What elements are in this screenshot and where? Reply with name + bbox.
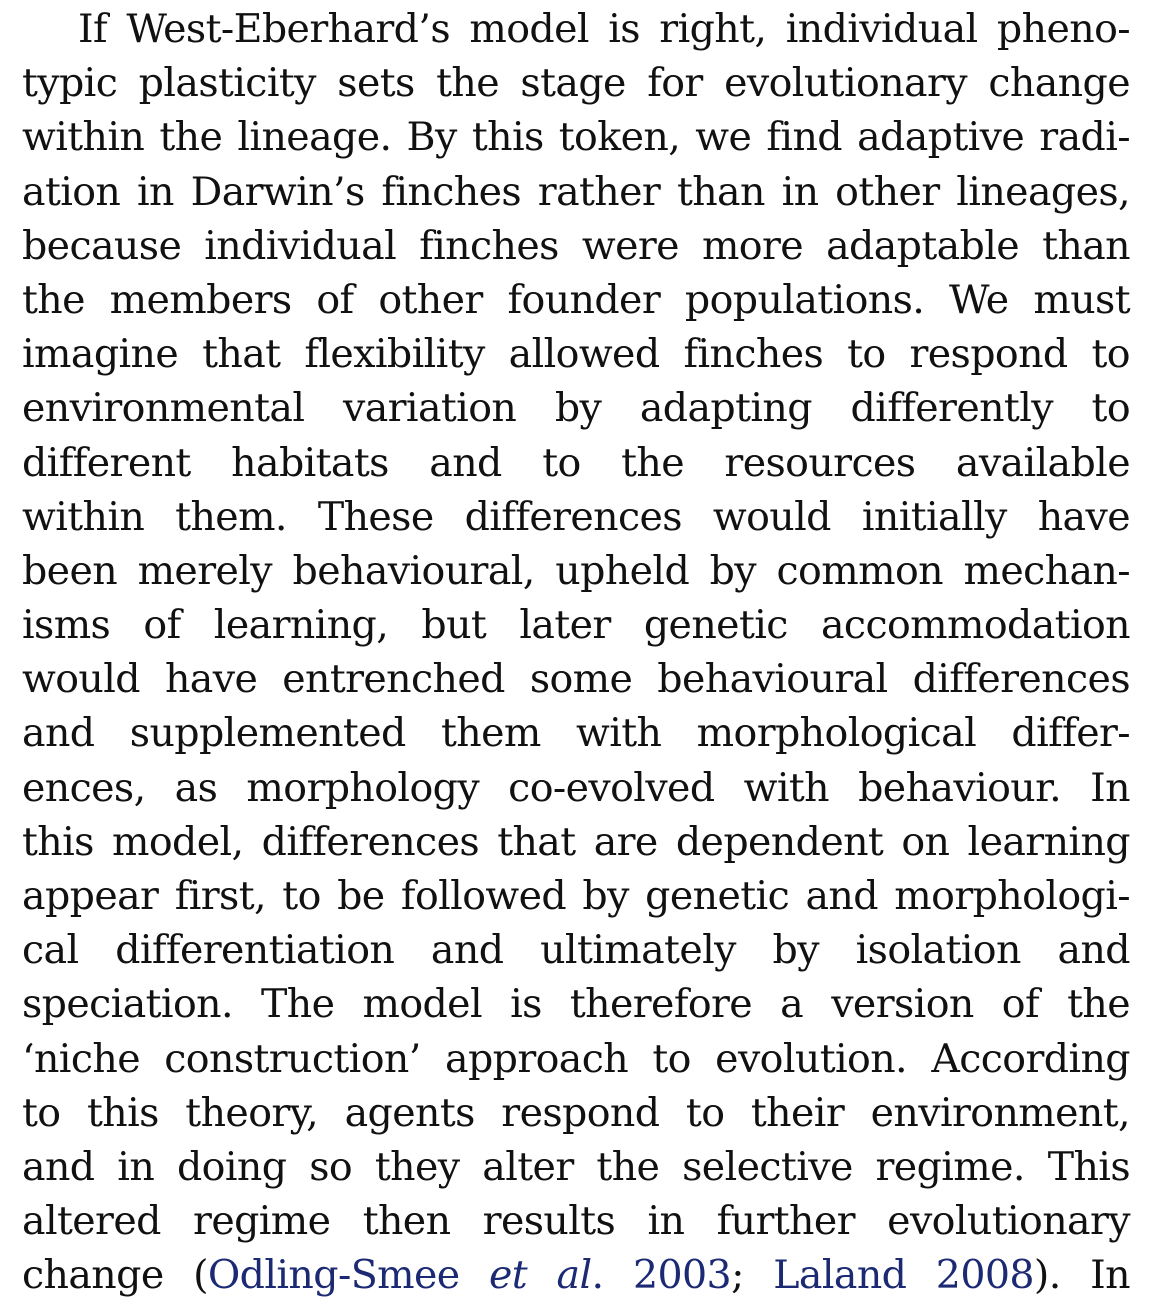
- text-line: speciation. The model is therefore a version of the: [22, 981, 1130, 1028]
- line-prefix: change (: [22, 1252, 208, 1299]
- text-line: typic plasticity sets the stage for evolutionary change: [22, 60, 1130, 107]
- line-suffix: ). In: [1033, 1252, 1130, 1299]
- text-line: If West-Eberhard’s model is right, individual pheno-: [78, 6, 1130, 52]
- text-line: appear first, to be followed by genetic and morphologi-: [22, 873, 1130, 919]
- citation-etal: et al: [489, 1252, 592, 1299]
- text-line-with-citations: [22, 1248, 1130, 1302]
- citation-separator: ;: [731, 1252, 774, 1299]
- text-line: imagine that flexibility allowed finches to respond to: [22, 331, 1130, 378]
- text-line: within the lineage. By this token, we find adaptive radi-: [22, 114, 1130, 161]
- text-line: and in doing so they alter the selective regime. This: [22, 1143, 1130, 1190]
- text-line: altered regime then results in further evolutionary: [22, 1198, 1130, 1245]
- citation-link-laland[interactable]: Laland 2008: [773, 1252, 1034, 1299]
- text-line: within them. These differences would initially have: [22, 493, 1130, 540]
- text-line: been merely behavioural, upheld by common mechan-: [22, 547, 1130, 594]
- text-line: and supplemented them with morphological differ-: [22, 710, 1130, 757]
- text-line: because individual finches were more adaptable than: [22, 222, 1130, 269]
- text-line: cal differentiation and ultimately by isolation and: [22, 927, 1130, 974]
- text-line: to this theory, agents respond to their environment,: [22, 1089, 1130, 1136]
- text-line: ation in Darwin’s finches rather than in other lineages,: [22, 168, 1130, 215]
- text-line: this model, differences that are dependent on learning: [22, 818, 1130, 865]
- text-line: ‘niche construction’ approach to evolution. According: [22, 1035, 1130, 1082]
- text-line: ences, as morphology co-evolved with behaviour. In: [22, 764, 1130, 811]
- citation-link-odling-smee[interactable]: [208, 1252, 731, 1298]
- document-page: [22, 2, 1130, 1303]
- citation-authors: Odling-Smee: [207, 1252, 490, 1299]
- text-line: environmental variation by adapting differently to: [22, 385, 1130, 432]
- citation-year: . 2003: [591, 1252, 732, 1299]
- text-line: the members of other founder populations. We must: [22, 276, 1130, 323]
- text-line: would have entrenched some behavioural differences: [22, 656, 1130, 703]
- text-line: isms of learning, but later genetic accommodation: [22, 602, 1130, 649]
- text-line: different habitats and to the resources available: [22, 439, 1130, 486]
